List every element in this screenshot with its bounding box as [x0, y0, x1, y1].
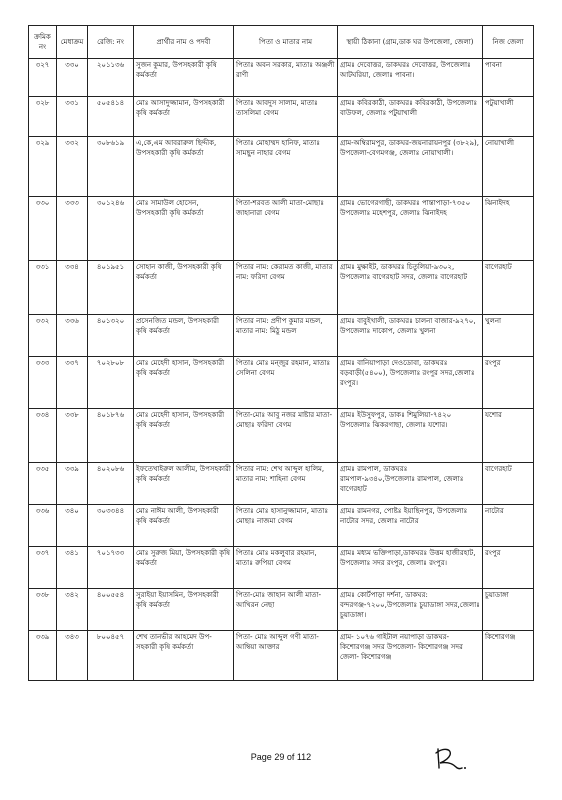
serial-cell: ৩২৯	[29, 137, 57, 197]
district-cell: রংপুর	[483, 547, 534, 589]
header-district: নিজ জেলা	[483, 26, 534, 59]
reg-cell: ৩০৮৬১৯	[88, 137, 134, 197]
header-address: স্থায়ী ঠিকানা (গ্রাম,ডাক ঘর উপজেলা, জেলা)	[338, 26, 483, 59]
merit-cell: ৩৩৬	[57, 315, 88, 357]
address-cell: গ্রামঃ মুক্ষাইট, ডাকঘরঃ চিতুলিয়া-৯৩০২, উপজেলাঃ বাগেরহাট সদর, জেলাঃ বাগেরহাট	[338, 261, 483, 315]
serial-cell: ৩৩৩	[29, 357, 57, 409]
name-cell: সোহান কাজী, উপসহকারী কৃষি কর্মকর্তা	[134, 261, 234, 315]
merit-cell: ৩৪০	[57, 505, 88, 547]
district-cell: বাগেরহাট	[483, 463, 534, 505]
name-cell: এ,কে,এম আবরারুল ছিদ্দীক, উপসহকারী কৃষি কর্মকর্তা	[134, 137, 234, 197]
reg-cell: ৪০১৮৭৬	[88, 409, 134, 463]
address-cell: গ্রামঃ দেবোত্তর, ডাকঘরঃ দেবোত্তর, উপজেলাঃ আটঘরিয়া, জেলাঃ পাবনা।	[338, 59, 483, 97]
district-cell: বাগেরহাট	[483, 261, 534, 315]
name-cell: ইফতেখাইরুল আলীম, উপসহকারী কৃষি কর্মকর্তা	[134, 463, 234, 505]
district-cell: যশোর	[483, 409, 534, 463]
merit-cell: ৩৩৯	[57, 463, 88, 505]
name-cell: মোঃ নাঈম আলী, উপসহকারী কৃষি কর্মকর্তা	[134, 505, 234, 547]
address-cell: গ্রামঃ ইউসুফপুর, ডাকঃ শিমুলিয়া-৭৪২০ উপজেলাঃ ঝিকরগাছা, জেলাঃ যশোর।	[338, 409, 483, 463]
table-row	[29, 137, 534, 197]
reg-cell: ৭০২৮০৮	[88, 357, 134, 409]
district-cell: নোয়াখালী	[483, 137, 534, 197]
merit-cell: ৩৪২	[57, 589, 88, 631]
parents-cell: পিতার নাম: শেখ আব্দুল হালিম, মাতার নাম: শাহিনা বেগম	[234, 463, 338, 505]
merit-cell: ৩৩৭	[57, 357, 88, 409]
merit-cell: ৩৩০	[57, 59, 88, 97]
serial-cell: ৩৩৬	[29, 505, 57, 547]
parents-cell: পিতা-শরবত আলী মাতা-মোছাঃ জাহানারা বেগম	[234, 197, 338, 261]
district-cell: ঝিনাইদহ	[483, 197, 534, 261]
name-cell: সুজন কুমার, উপসহকারী কৃষি কর্মকর্তা	[134, 59, 234, 97]
name-cell: মোঃ সামাউল হোসেন, উপসহকারী কৃষি কর্মকর্তা	[134, 197, 234, 261]
parents-cell: পিতা-মোঃ জাহান আলী মাতা-আখিরন নেছা	[234, 589, 338, 631]
merit-cell: ৩৩৩	[57, 197, 88, 261]
candidate-table	[28, 25, 534, 681]
name-cell: মোঃ মেহেদী হাসান, উপসহকারী কৃষি কর্মকর্তা	[134, 357, 234, 409]
reg-cell: ৩০৩৩৪৪	[88, 505, 134, 547]
reg-cell: ২০১১৩৬	[88, 59, 134, 97]
serial-cell: ৩৩১	[29, 261, 57, 315]
merit-cell: ৩৩৮	[57, 409, 88, 463]
address-cell: গ্রামঃ কোর্টপাড়া দর্শনা, ডাকঘর: বন্দরগঞ্জ-৭২০০,উপজেলাঃ চুয়াডাঙ্গা সদর,জেলাঃ চুয়াডাঙ্গা।	[338, 589, 483, 631]
table-row	[29, 409, 534, 463]
header-reg: রেজি: নং	[88, 26, 134, 59]
district-cell: রংপুর	[483, 357, 534, 409]
reg-cell: ৪০১৩২০	[88, 315, 134, 357]
serial-cell: ৩২৮	[29, 97, 57, 137]
merit-cell: ৩৪৩	[57, 631, 88, 681]
merit-cell: ৩৪১	[57, 547, 88, 589]
parents-cell: পিতাঃ অবন সরকার, মাতাঃ অঞ্জলী রাণী	[234, 59, 338, 97]
reg-cell: ৪০২০৮৬	[88, 463, 134, 505]
name-cell: মোঃ সুরুজ মিয়া, উপসহকারী কৃষি কর্মকর্তা	[134, 547, 234, 589]
serial-cell: ৩৩০	[29, 197, 57, 261]
address-cell: গ্রামঃ কবিরকাঠী, ডাকঘরঃ কবিরকাঠী, উপজেলাঃ বাউফল, জেলাঃ পটুয়াখালী	[338, 97, 483, 137]
serial-cell: ৩৩৮	[29, 589, 57, 631]
table-row	[29, 589, 534, 631]
table-row	[29, 315, 534, 357]
serial-cell: ৩২৭	[29, 59, 57, 97]
reg-cell: ৭০১৭৩৩	[88, 547, 134, 589]
reg-cell: ৮০০৪৫৭	[88, 631, 134, 681]
district-cell: পাবনা	[483, 59, 534, 97]
parents-cell: পিতা- মোঃ আব্দুল গণী মাতা- আম্বিয়া আক্তার	[234, 631, 338, 681]
table-row	[29, 261, 534, 315]
merit-cell: ৩৩৪	[57, 261, 88, 315]
serial-cell: ৩৩৫	[29, 463, 57, 505]
header-merit: মেধাক্রম	[57, 26, 88, 59]
address-cell: গ্রামঃ রামপাল, ডাকঘরঃ রামপাল-৯৩৪০,উপজেলাঃ রামপাল, জেলাঃ বাগেরহাট	[338, 463, 483, 505]
table-row	[29, 97, 534, 137]
serial-cell: ৩৩৭	[29, 547, 57, 589]
page-number: Page 29 of 112	[250, 752, 312, 762]
table-row	[29, 631, 534, 681]
district-cell: পটুয়াখালী	[483, 97, 534, 137]
table-row	[29, 357, 534, 409]
merit-cell: ৩৩২	[57, 137, 88, 197]
parents-cell: পিতাঃ মোঃ মন্জুর রহমান, মাতাঃ সেলিনা বেগম	[234, 357, 338, 409]
header-parents: পিতা ও মাতার নাম	[234, 26, 338, 59]
address-cell: গ্রাম-অম্বিরামপুর, ডাকঘর-জয়নারায়নপুর (৩৮২৯), উপজেলা-বেগমগঞ্জ, জেলাঃ নোয়াখালী।	[338, 137, 483, 197]
parents-cell: পিতাঃ মোহাম্মদ হানিফ, মাতাঃ সামছুন নাহার বেগম	[234, 137, 338, 197]
name-cell: মোঃ আসাদুজ্জামান, উপসহকারী কৃষি কর্মকর্তা	[134, 97, 234, 137]
address-cell: গ্রাম- ১০৭৬ গাইটাল নয়াপাড়া ডাকঘর- কিশোরগঞ্জ সদর উপজেলা- কিশোরগঞ্জ সদর জেলা- কিশোরগঞ্জ	[338, 631, 483, 681]
name-cell: প্রসেনজিত মন্ডল, উপসহকারী কৃষি কর্মকর্তা	[134, 315, 234, 357]
parents-cell: পিতার নাম: প্রদীপ কুমার মন্ডল, মাতার নাম: মিঠু মন্ডল	[234, 315, 338, 357]
parents-cell: পিতাঃ মোঃ মকলুবার রহমান, মাতাঃ রুপিয়া বেগম	[234, 547, 338, 589]
merit-cell: ৩৩১	[57, 97, 88, 137]
signature-image	[430, 743, 470, 773]
address-cell: গ্রামঃ রামনগর, পোষ্টঃ ইয়াছিনপুর, উপজেলাঃ নাটোর সদর, জেলাঃ নাটোর	[338, 505, 483, 547]
table-row	[29, 463, 534, 505]
reg-cell: ৫০৫৪১৪	[88, 97, 134, 137]
district-cell: খুলনা	[483, 315, 534, 357]
reg-cell: ৩০১২৪৬	[88, 197, 134, 261]
district-cell: চুয়াডাঙ্গা	[483, 589, 534, 631]
address-cell: গ্রামঃ বানিয়াপাড়া দেওডোবা, ডাকঘরঃ বড়বাড়ী(৫৪০০), উপজেলাঃ রংপুর সদর,জেলাঃ রংপুর।	[338, 357, 483, 409]
table-row	[29, 505, 534, 547]
parents-cell: পিতাঃ আবদুস সালাম, মাতাঃ তাসলিমা বেগম	[234, 97, 338, 137]
header-serial: ক্রমিক নং	[29, 26, 57, 59]
name-cell: শেখ তানভীর আহমেদ উপ-সহকারী কৃষি কর্মকর্তা	[134, 631, 234, 681]
name-cell: সুরাইয়া ইয়াসমিন, উপসহকারী কৃষি কর্মকর্তা	[134, 589, 234, 631]
table-row	[29, 59, 534, 97]
address-cell: গ্রামঃ বাবুইখালী, ডাকঘরঃ চালনা বাজার-৯২৭০, উপজেলাঃ দাকোপ, জেলাঃ খুলনা	[338, 315, 483, 357]
reg-cell: ৪০১৯৫১	[88, 261, 134, 315]
serial-cell: ৩৩৯	[29, 631, 57, 681]
table-row	[29, 197, 534, 261]
address-cell: গ্রামঃ ভোগেরগাছী, ডাকঘরঃ পান্তাপাড়া-৭৩৫০ উপজেলাঃ মহেশপুর, জেলাঃ ঝিনাইদহ	[338, 197, 483, 261]
serial-cell: ৩৩২	[29, 315, 57, 357]
header-name: প্রার্থীর নাম ও পদবী	[134, 26, 234, 59]
district-cell: নাটোর	[483, 505, 534, 547]
table-row	[29, 547, 534, 589]
serial-cell: ৩৩৪	[29, 409, 57, 463]
parents-cell: পিতাঃ মোঃ হাসানুজ্জামান, মাতাঃ মোছাঃ নাজমা বেগম	[234, 505, 338, 547]
address-cell: গ্রামঃ মধ্যম ভক্তিপাড়া,ডাকঘরঃ উত্তম হাজীরহাট, উপজেলাঃ সদর রংপুর, জেলাঃ রংপুর।	[338, 547, 483, 589]
reg-cell: ৪০০৫৫৪	[88, 589, 134, 631]
district-cell: কিশোরগঞ্জ	[483, 631, 534, 681]
parents-cell: পিতা-মোঃ আবু নজর মাষ্টার মাতা-মোছাঃ ফরিদা বেগম	[234, 409, 338, 463]
name-cell: মোঃ মেহেদী হাসান, উপসহকারী কৃষি কর্মকর্তা	[134, 409, 234, 463]
parents-cell: পিতার নাম: কেরামত কাজী, মাতার নাম: ফরিদা বেগম	[234, 261, 338, 315]
table-header-row	[29, 26, 534, 59]
